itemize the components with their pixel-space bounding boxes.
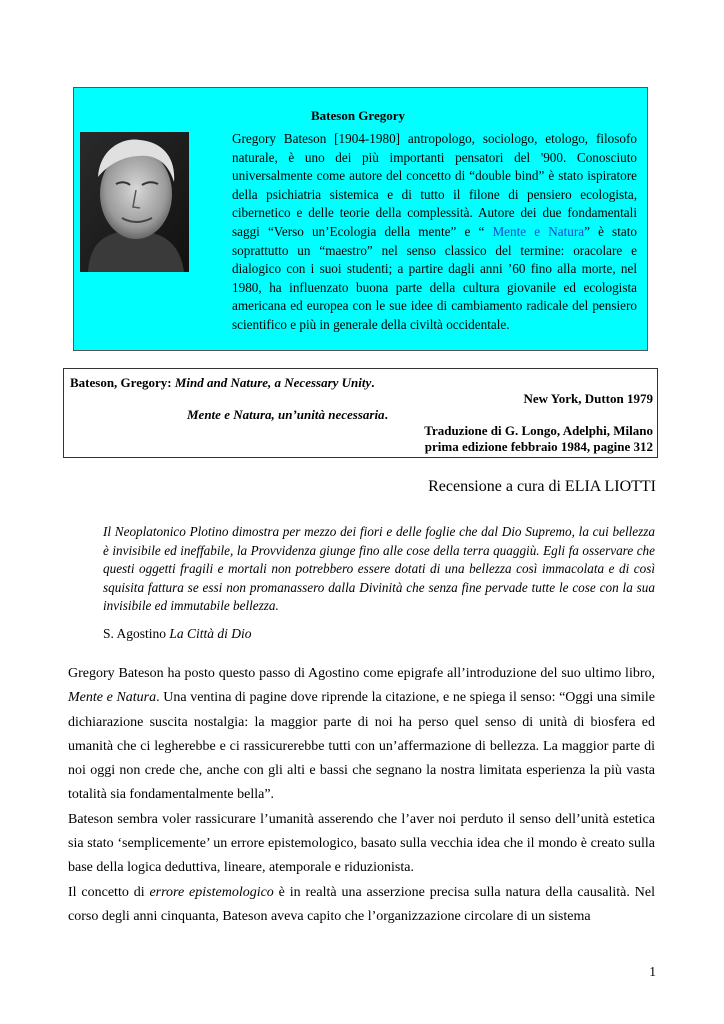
p1-book-title: Mente e Natura [68,690,157,706]
biography-text-end: ” è stato soprattutto un “maestro” nel senso classico del termine: oracolare e dialogico con i suoi studenti; a partire dagli anni ’60 fino alla morte, nel 1980, ha influenzato buona parte della cultura giovanile ed ecologista americana ed europea con le sue idee di cambiamento radicale del pensiero scientifico e più in generale della civiltà occidentale. [232,223,637,332]
reference-edition: prima edizione febbraio 1984, pagine 312 [424,439,653,454]
reference-translation: Traduzione di G. Longo, Adelphi, Milano [424,423,653,438]
p3-text-end: è in realtà una asserzione precisa sulla natura della causalità. Nel corso degli anni cinquanta, Bateson aveva capito che l’organizzazione circolare di un sistema [68,884,655,924]
body-paragraph-3 [68,881,655,930]
p3-italic-term: errore epistemologico [149,884,274,900]
italian-title-period: . [384,407,388,422]
english-title: Mind and Nature, a Necessary Unity [174,375,372,390]
source-author: S. Agostino [103,626,170,641]
body-paragraph-2: Bateson sembra voler rassicurare l’umanità asserendo che l’aver noi perduto il senso dell’unità estetica sia stato ‘semplicemente’ un errore epistemologico, basato sulla vecchia idea che il mondo è creato sulla base della logica deduttiva, lineare, atemporale e riduzionista. [68,811,655,876]
page-number: 1 [649,964,656,979]
reference-author: Bateson, Gregory: [70,375,175,390]
bibliographic-reference-box [63,368,658,458]
p3-text-start: Il concetto di [68,884,150,900]
mente-e-natura-link[interactable]: Mente e Natura [492,223,585,239]
biography-text-start: Gregory Bateson [1904-1980] antropologo, sociologo, etologo, filosofo naturale, è uno dei più importanti pensatori del '900. Conosciuto universalmente come autore del concetto di “double bind” è stato ispiratore della psichiatria sistemica e di tutto il filone di pensiero ecologista, cibernetico e delle teorie della complessità. Autore dei due fondamentali saggi “Verso un’Ecologia della mente” e “ [232,131,637,239]
body-paragraph-1 [68,662,655,808]
review-title: Recensione a cura di ELIA LIOTTI [428,478,656,495]
p1-text-start: Gregory Bateson ha posto questo passo di Agostino come epigrafe all’introduzione del suo ultimo libro, [68,666,655,681]
biography-text [232,130,637,335]
english-title-period: . [371,375,375,390]
epigraph-source [103,626,252,642]
biography-box [73,87,648,351]
reference-english-title [70,375,375,391]
reference-english-publisher: New York, Dutton 1979 [523,391,653,406]
source-work: La Città di Dio [169,626,252,641]
biography-title: Bateson Gregory [311,108,405,123]
review-body [68,662,655,929]
italian-title: Mente e Natura, un’unità necessaria [187,407,385,422]
epigraph-quote: Il Neoplatonico Plotino dimostra per mezzo dei fiori e delle foglie che dal Dio Supremo, la cui bellezza è invisibile ed ineffabile, la Provvidenza giunge fino alle cose della terra quaggiù. Egli fa osservare che questi oggetti fragili e mortali non potrebbero essere dotati di una bellezza così immacolata e di così squisita fattura se essi non promanassero dalla Divinità che senza fine pervade tutte le cose con la sua invisibile ed immutabile bellezza. [103,524,655,614]
bateson-portrait-photo [80,132,189,272]
reference-italian-title [187,407,388,423]
p1-text-end: . Una ventina di pagine dove riprende la citazione, e ne spiega il senso: “Oggi una simile dichiarazione suscita nostalgia: la maggior parte di noi ha perso quel senso di unità di biosfera ed umanità che ci legherebbe e ci rassicurerebbe tutti con un’affermazione di bellezza. La maggior parte di noi oggi non crede che, anche con gli alti e bassi che segnano la nostra limitata esperienza la più vasta totalità sia fondamentalmente bella”. [68,690,655,803]
